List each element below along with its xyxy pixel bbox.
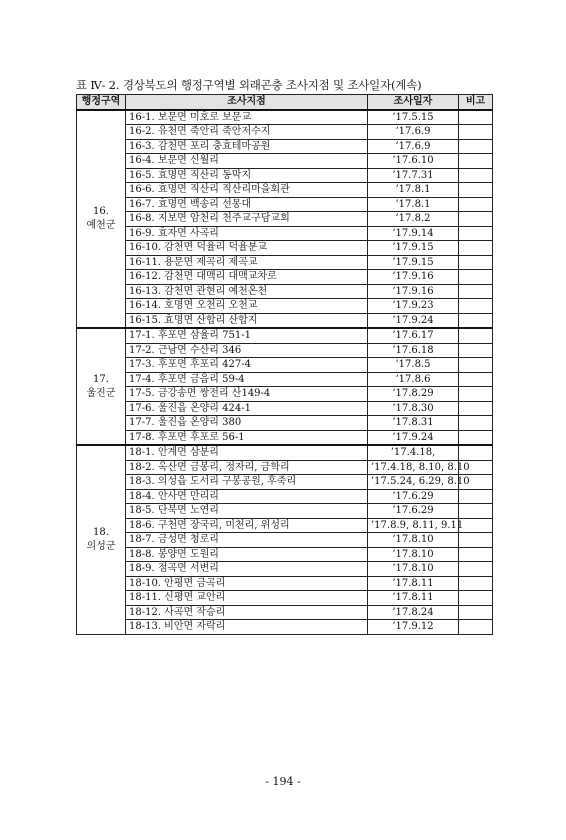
site-cell: 18-9. 점곡면 서변리	[126, 562, 368, 577]
note-cell	[459, 197, 493, 212]
note-cell	[459, 372, 493, 387]
date-cell: ’17.8.31	[368, 416, 459, 431]
note-cell	[459, 183, 493, 198]
site-cell: 18-4. 안사면 만리리	[126, 489, 368, 504]
table-header-row	[77, 95, 493, 110]
note-cell	[459, 110, 493, 125]
note-cell	[459, 562, 493, 577]
site-cell: 16-1. 보문면 미호로 보문교	[126, 110, 368, 125]
date-cell: ’17.5.15	[368, 110, 459, 125]
table-row	[77, 197, 493, 212]
date-cell: ’17.9.23	[368, 299, 459, 314]
site-cell: 16-11. 용문면 제곡리 제곡교	[126, 255, 368, 270]
site-cell: 17-2. 근남면 수산리 346	[126, 343, 368, 358]
table-row	[77, 328, 493, 343]
page-number: - 194 -	[265, 775, 301, 788]
site-cell: 17-6. 울진읍 온양리 424-1	[126, 401, 368, 416]
note-cell	[459, 299, 493, 314]
note-cell	[459, 518, 493, 533]
site-cell: 17-5. 금강송면 쌍전리 산149-4	[126, 387, 368, 402]
date-cell: ’17.8.24	[368, 605, 459, 620]
site-cell: 16-9. 효자면 사곡리	[126, 226, 368, 241]
site-cell: 16-6. 효명면 직산리 직산리마을회관	[126, 183, 368, 198]
site-cell: 17-1. 후포면 삼율리 751-1	[126, 328, 368, 343]
note-cell	[459, 255, 493, 270]
note-cell	[459, 445, 493, 460]
date-cell: ’17.6.9	[368, 139, 459, 154]
date-cell: ’17.6.29	[368, 504, 459, 519]
site-cell: 17-3. 후포면 후포리 427-4	[126, 358, 368, 373]
region-cell	[77, 110, 126, 329]
site-cell: 18-7. 금성면 청로리	[126, 533, 368, 548]
site-cell: 16-10. 감천면 덕율리 덕율분교	[126, 241, 368, 256]
note-cell	[459, 401, 493, 416]
note-cell	[459, 313, 493, 328]
table-row	[77, 284, 493, 299]
table-row	[77, 299, 493, 314]
note-cell	[459, 620, 493, 635]
table-row	[77, 110, 493, 125]
table-row	[77, 489, 493, 504]
table-row	[77, 416, 493, 431]
table-row	[77, 576, 493, 591]
date-cell: ’17.8.10	[368, 547, 459, 562]
note-cell	[459, 226, 493, 241]
date-cell: ’17.9.16	[368, 284, 459, 299]
date-cell: ’17.9.15	[368, 255, 459, 270]
date-cell: ’17.8.10	[368, 562, 459, 577]
region-name: 의성군	[86, 540, 116, 552]
region-cell	[77, 328, 126, 445]
site-cell: 18-8. 봉양면 도원리	[126, 547, 368, 562]
site-cell: 18-11. 신평면 교안리	[126, 591, 368, 606]
site-cell: 16-14. 호명면 오천리 오천교	[126, 299, 368, 314]
note-cell	[459, 416, 493, 431]
header-site: 조사지점	[126, 95, 368, 110]
date-cell: ’17.6.18	[368, 343, 459, 358]
date-cell: ’17.8.11	[368, 576, 459, 591]
date-cell: ’17.8.2	[368, 212, 459, 227]
note-cell	[459, 547, 493, 562]
region-number: 17.	[93, 373, 109, 385]
date-cell: ’17.8.10	[368, 533, 459, 548]
note-cell	[459, 504, 493, 519]
table-row	[77, 460, 493, 475]
table-row	[77, 183, 493, 198]
site-cell: 18-6. 구천면 장국리, 미천리, 위성리	[126, 518, 368, 533]
region-number: 16.	[93, 205, 109, 217]
note-cell	[459, 125, 493, 140]
site-cell: 18-13. 비안면 자락리	[126, 620, 368, 635]
note-cell	[459, 358, 493, 373]
date-cell: ’17.8.1	[368, 197, 459, 212]
note-cell	[459, 576, 493, 591]
site-cell: 16-15. 효명면 산합리 산합지	[126, 313, 368, 328]
table-row	[77, 445, 493, 460]
date-cell: ’17.7.31	[368, 168, 459, 183]
note-cell	[459, 154, 493, 169]
date-cell: ’17.8.1	[368, 183, 459, 198]
region-name: 울진군	[86, 387, 116, 399]
site-cell: 18-1. 안계면 삼분리	[126, 445, 368, 460]
date-cell: ’17.6.10	[368, 154, 459, 169]
table-row	[77, 241, 493, 256]
site-cell: 17-8. 후포면 후포로 56-1	[126, 430, 368, 445]
site-cell: 18-10. 안평면 금곡리	[126, 576, 368, 591]
note-cell	[459, 605, 493, 620]
site-cell: 16-13. 감천면 관현리 예천온천	[126, 284, 368, 299]
date-cell: ’17.8.11	[368, 591, 459, 606]
table-row	[77, 533, 493, 548]
table-row	[77, 313, 493, 328]
note-cell	[459, 430, 493, 445]
site-cell: 16-12. 감천면 대맥리 대맥교차로	[126, 270, 368, 285]
region-group-uljin	[77, 328, 493, 445]
region-group-uiseong	[77, 445, 493, 634]
date-cell: ’17.8.6	[368, 372, 459, 387]
site-cell: 16-2. 유천면 죽안리 죽안저수지	[126, 125, 368, 140]
site-cell: 16-4. 보문면 신월리	[126, 154, 368, 169]
note-cell	[459, 328, 493, 343]
header-region: 행정구역	[77, 95, 126, 110]
site-cell: 16-5. 효명면 직산리 동막지	[126, 168, 368, 183]
region-group-yecheon	[77, 110, 493, 329]
table-row	[77, 504, 493, 519]
table-row	[77, 125, 493, 140]
note-cell	[459, 591, 493, 606]
site-cell: 16-3. 감천면 포리 충효테마공원	[126, 139, 368, 154]
site-cell: 16-8. 지보면 암천리 천주교구담교회	[126, 212, 368, 227]
site-cell: 17-4. 후포면 금음리 59-4	[126, 372, 368, 387]
date-cell: ’17.9.24	[368, 313, 459, 328]
note-cell	[459, 168, 493, 183]
date-cell: ’17.6.29	[368, 489, 459, 504]
table-row	[77, 387, 493, 402]
table-row	[77, 475, 493, 490]
note-cell	[459, 139, 493, 154]
date-cell: ’17.9.15	[368, 241, 459, 256]
table-row	[77, 168, 493, 183]
note-cell	[459, 270, 493, 285]
region-cell	[77, 445, 126, 634]
table-row	[77, 401, 493, 416]
table-row	[77, 620, 493, 635]
note-cell	[459, 343, 493, 358]
table-row	[77, 605, 493, 620]
date-cell: ’17.8.5	[368, 358, 459, 373]
header-date: 조사일자	[368, 95, 459, 110]
date-cell: ’17.8.29	[368, 387, 459, 402]
date-cell: ’17.5.24, 6.29, 8.10	[368, 475, 459, 490]
date-cell: ’17.9.24	[368, 430, 459, 445]
date-cell: ’17.9.14	[368, 226, 459, 241]
table-row	[77, 270, 493, 285]
date-cell: ’17.6.9	[368, 125, 459, 140]
site-cell: 17-7. 울진읍 온양리 380	[126, 416, 368, 431]
table-caption: 표 Ⅳ- 2. 경상북도의 행정구역별 외래곤충 조사지점 및 조사일자(계속)	[76, 78, 422, 92]
table-row	[77, 154, 493, 169]
site-cell: 18-2. 옥산면 금봉리, 정자리, 금학리	[126, 460, 368, 475]
date-cell: ’17.4.18,	[368, 445, 459, 460]
table-row	[77, 518, 493, 533]
note-cell	[459, 212, 493, 227]
table-row	[77, 358, 493, 373]
table-row	[77, 430, 493, 445]
table-row	[77, 226, 493, 241]
date-cell: ’17.9.16	[368, 270, 459, 285]
region-name: 예천군	[86, 219, 116, 231]
site-cell: 18-12. 사곡면 작승리	[126, 605, 368, 620]
table-row	[77, 372, 493, 387]
date-cell: ’17.8.9, 8.11, 9.11	[368, 518, 459, 533]
table-row	[77, 212, 493, 227]
table-row	[77, 591, 493, 606]
survey-table	[76, 94, 493, 635]
header-note: 비고	[459, 95, 493, 110]
date-cell: ’17.4.18, 8.10, 8.10	[368, 460, 459, 475]
note-cell	[459, 241, 493, 256]
table-row	[77, 562, 493, 577]
date-cell: ’17.8.30	[368, 401, 459, 416]
note-cell	[459, 489, 493, 504]
table-row	[77, 255, 493, 270]
region-number: 18.	[93, 526, 109, 538]
table-row	[77, 343, 493, 358]
site-cell: 18-3. 의성읍 도서리 구봉공원, 후죽리	[126, 475, 368, 490]
site-cell: 18-5. 단북면 노연리	[126, 504, 368, 519]
date-cell: ’17.9.12	[368, 620, 459, 635]
note-cell	[459, 387, 493, 402]
note-cell	[459, 533, 493, 548]
date-cell: ’17.6.17	[368, 328, 459, 343]
note-cell	[459, 284, 493, 299]
table-row	[77, 139, 493, 154]
site-cell: 16-7. 효명면 백송리 선몽대	[126, 197, 368, 212]
table-row	[77, 547, 493, 562]
